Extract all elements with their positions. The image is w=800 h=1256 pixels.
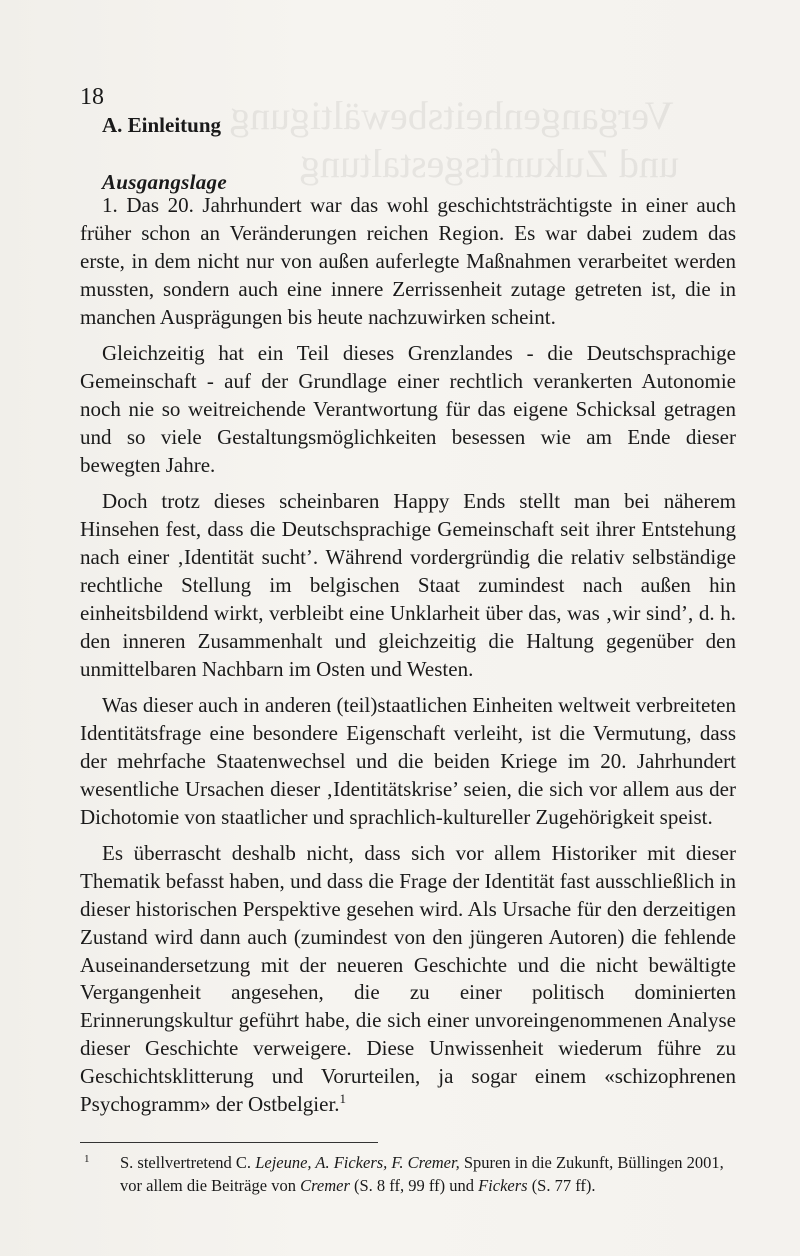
paragraph-text: Es überrascht deshalb nicht, dass sich vor allem Historiker mit dieser Thematik befasst haben, und dass die Frage der Identität fast ausschließlich in dieser historischen Perspektive gesehen wird. Als Ursache für den derzeitigen Zustand wird dann auch (zumindest von den jüngeren Autoren) die fehlende Auseinandersetzung mit der neueren Geschichte und die nicht bewältigte Vergangenheit angesehen, die zu einer politisch dominierten Erinnerungskultur geführt habe, die sich einer unvoreingenommenen Analyse dieser Geschichte verweigere. Diese Unwissenheit wiederum führe zu Geschichtsklitterung und Vorurteilen, ja sogar einem «schizophrenen Psychogramm» der Ostbelgier. xyxy=(80,840,736,1117)
paragraph-text: Gleichzeitig hat ein Teil dieses Grenzlandes - die Deutschsprachige Gemeinschaft - auf der Grundlage einer rechtlich verankerten Autonomie noch nie so weitreichende Verantwortung für das eigene Schicksal getragen und so viele Gestaltungsmöglichkeiten besessen wie am Ende dieser bewegten Jahre. xyxy=(80,341,736,477)
footnote-part: S. stellvertretend C. xyxy=(120,1153,256,1172)
bleed-through-text: Vergangenheitsbewältigung xyxy=(230,93,674,138)
footnote-text xyxy=(120,1151,738,1197)
paragraph-text: Was dieser auch in anderen (teil)staatlichen Einheiten weltweit verbreiteten Identitätsfrage eine besondere Eigenschaft verleiht, ist die Vermutung, dass der mehrfache Staatenwechsel und die beiden Kriege im 20. Jahrhundert wesentliche Ursachen dieser ‚Identitätskrise’ seien, die sich vor allem aus der Dichotomie von staatlicher und sprachlich-kultureller Zugehörigkeit speist. xyxy=(80,692,736,829)
page-number: 18 xyxy=(80,84,104,110)
footnote xyxy=(80,1151,738,1197)
footnote-part: (S. 8 ff, 99 ff) und xyxy=(349,1176,479,1195)
footnote-author-fickers: Fickers xyxy=(478,1176,528,1195)
footnote-mark: 1 xyxy=(84,1153,90,1165)
paragraph xyxy=(80,340,736,480)
footnote-part: Spuren in die Zukunft, Büllingen 2001, vor allem die Beiträge von xyxy=(120,1153,724,1195)
footnote-part: (S. 77 ff). xyxy=(527,1176,596,1195)
subsection-heading: Ausgangslage xyxy=(102,170,227,194)
footnote-reference[interactable]: 1 xyxy=(339,1091,347,1107)
paragraph xyxy=(80,840,736,1119)
paragraph-text: Doch trotz dieses scheinbaren Happy Ends stellt man bei näherem Hinsehen fest, dass die Deutschsprachige Gemeinschaft seit ihrer Entstehung nach einer ‚Identität sucht’. Während vordergründig die relativ selbständige rechtliche Stellung im belgischen Staat zumindest nach außen hin einheitsbildend wirkt, verbleibt eine Unklarheit über das, was ‚wir sind’, d. h. den inneren Zusammenhalt und gleichzeitig die Haltung gegenüber den unmittelbaren Nachbarn im Osten und Westen. xyxy=(80,489,736,681)
section-heading: A. Einleitung xyxy=(102,113,222,137)
paragraph xyxy=(80,488,736,683)
footnote-author-cremer: Cremer xyxy=(300,1176,350,1195)
paragraph xyxy=(80,192,736,332)
body-text xyxy=(80,192,736,1128)
footnote-divider xyxy=(80,1142,378,1143)
paragraph xyxy=(80,692,736,832)
bleed-through-text: und Zukunftsgestaltung xyxy=(300,141,679,186)
paragraph-text: 1. Das 20. Jahrhundert war das wohl geschichtsträchtigste in einer auch früher schon an Veränderungen reichen Region. Es war dabei zudem das erste, in dem nicht nur von außen auferlegte Maßnahmen verarbeitet werden mussten, sondern auch eine innere Zerrissenheit zutage getreten ist, die in manchen Ausprägungen bis heute nachzuwirken scheint. xyxy=(80,193,736,329)
footnote-authors: Lejeune, A. Fickers, F. Cremer, xyxy=(255,1153,460,1172)
